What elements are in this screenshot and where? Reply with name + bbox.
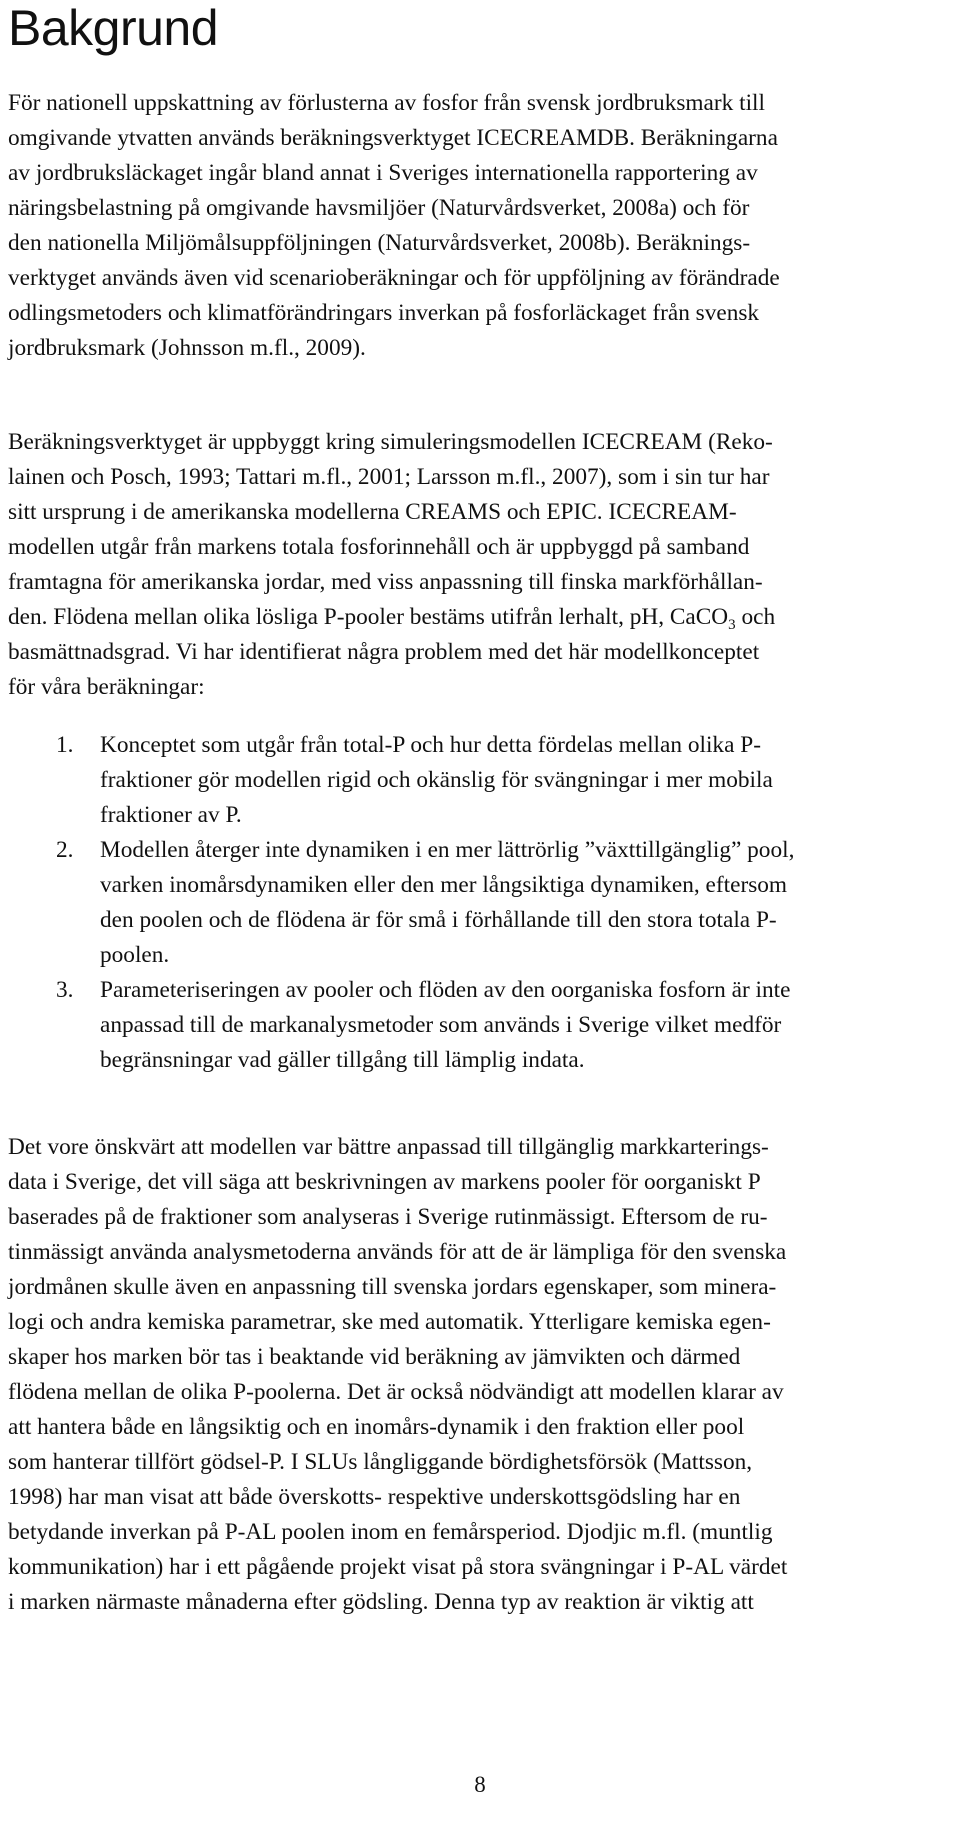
paragraph-discussion: [8, 1130, 787, 1620]
text-line: fraktioner gör modellen rigid och okänslig för svängningar i mer mobila: [100, 767, 773, 793]
text-line: modellen utgår från markens totala fosforinnehåll och är uppbyggd på samband: [8, 534, 750, 560]
text-line: flödena mellan de olika P-poolerna. Det är också nödvändigt att modellen klarar av: [8, 1379, 784, 1405]
problem-list: [8, 728, 794, 1078]
text-line: begränsningar vad gäller tillgång till lämplig indata.: [100, 1047, 585, 1073]
list-item: [8, 833, 794, 973]
text-line: basmättnadsgrad. Vi har identifierat några problem med det här modellkonceptet: [8, 639, 760, 665]
text-line: framtagna för amerikanska jordar, med viss anpassning till finska markförhållan-: [8, 569, 763, 595]
text-line: den poolen och de flödena är för små i förhållande till den stora totala P-: [100, 907, 777, 933]
text-line: Modellen återger inte dynamiken i en mer lättrörlig ”växttillgänglig” pool,: [100, 837, 795, 863]
text-line: Det vore önskvärt att modellen var bättre anpassad till tillgänglig markkarterings-: [8, 1134, 769, 1160]
list-number: 1.: [56, 732, 74, 758]
text-line: i marken närmaste månaderna efter gödsling. Denna typ av reaktion är viktig att: [8, 1589, 754, 1615]
text-line: Parameteriseringen av pooler och flöden av den oorganiska fosforn är inte: [100, 977, 791, 1003]
text-line: den nationella Miljömålsuppföljningen (Naturvårdsverket, 2008b). Beräknings-: [8, 230, 751, 256]
text-line: Konceptet som utgår från total-P och hur detta fördelas mellan olika P-: [100, 732, 761, 758]
text-line: varken inomårsdynamiken eller den mer långsiktiga dynamiken, eftersom: [100, 872, 788, 898]
text-line: jordbruksmark (Johnsson m.fl., 2009).: [8, 335, 366, 361]
section-heading: Bakgrund: [8, 0, 219, 56]
list-item: [8, 728, 794, 833]
text-line: verktyget används även vid scenarioberäkningar och för uppföljning av förändrade: [8, 265, 780, 291]
text-line: lainen och Posch, 1993; Tattari m.fl., 2001; Larsson m.fl., 2007), som i sin tur har: [8, 464, 770, 490]
text-line-tail: och: [735, 604, 776, 630]
list-item: [8, 973, 794, 1078]
list-number: 2.: [56, 837, 74, 863]
text-line: sitt ursprung i de amerikanska modellerna CREAMS och EPIC. ICECREAM-: [8, 499, 737, 525]
text-line: 1998) har man visat att både överskotts- respektive underskottsgödsling har en: [8, 1484, 741, 1510]
text-line: kommunikation) har i ett pågående projekt visat på stora svängningar i P-AL värdet: [8, 1554, 788, 1580]
text-line: av jordbruksläckaget ingår bland annat i Sveriges internationella rapportering av: [8, 160, 758, 186]
text-line: som hanterar tillfört gödsel-P. I SLUs långliggande bördighetsförsök (Mattsson,: [8, 1449, 753, 1475]
paragraph-intro: [8, 86, 780, 366]
text-line: den. Flödena mellan olika lösliga P-pooler bestäms utifrån lerhalt, pH, CaCO: [8, 604, 729, 630]
text-line: tinmässigt använda analysmetoderna används för att de är lämpliga för den svenska: [8, 1239, 787, 1265]
subscript-3: 3: [728, 617, 736, 633]
text-line: poolen.: [100, 942, 170, 968]
text-line: omgivande ytvatten används beräkningsverktyget ICECREAMDB. Beräkningarna: [8, 125, 778, 151]
text-line: jordmånen skulle även en anpassning till svenska jordars egenskaper, som minera-: [8, 1274, 777, 1300]
text-line: för våra beräkningar:: [8, 674, 205, 700]
paragraph-model: [8, 425, 775, 705]
text-line: För nationell uppskattning av förlusterna av fosfor från svensk jordbruksmark till: [8, 90, 765, 116]
document-page: [8, 0, 952, 1797]
text-line: data i Sverige, det vill säga att beskrivningen av markens pooler för oorganiskt P: [8, 1169, 761, 1195]
text-line: baserades på de fraktioner som analyseras i Sverige rutinmässigt. Eftersom de ru-: [8, 1204, 768, 1230]
text-line: skaper hos marken bör tas i beaktande vid beräkning av jämvikten och därmed: [8, 1344, 741, 1370]
text-line: näringsbelastning på omgivande havsmiljöer (Naturvårdsverket, 2008a) och för: [8, 195, 750, 221]
text-line: att hantera både en långsiktig och en inomårs-dynamik i den fraktion eller pool: [8, 1414, 745, 1440]
text-line: Beräkningsverktyget är uppbyggt kring simuleringsmodellen ICECREAM (Reko-: [8, 429, 773, 455]
text-line: betydande inverkan på P-AL poolen inom en femårsperiod. Djodjic m.fl. (muntlig: [8, 1519, 773, 1545]
list-number: 3.: [56, 977, 74, 1003]
text-line: anpassad till de markanalysmetoder som används i Sverige vilket medför: [100, 1012, 782, 1038]
text-line: fraktioner av P.: [100, 802, 242, 828]
text-line: odlingsmetoders och klimatförändringars inverkan på fosforläckaget från svensk: [8, 300, 760, 326]
text-line: logi och andra kemiska parametrar, ske med automatik. Ytterligare kemiska egen-: [8, 1309, 771, 1335]
page-number: 8: [474, 1772, 486, 1797]
